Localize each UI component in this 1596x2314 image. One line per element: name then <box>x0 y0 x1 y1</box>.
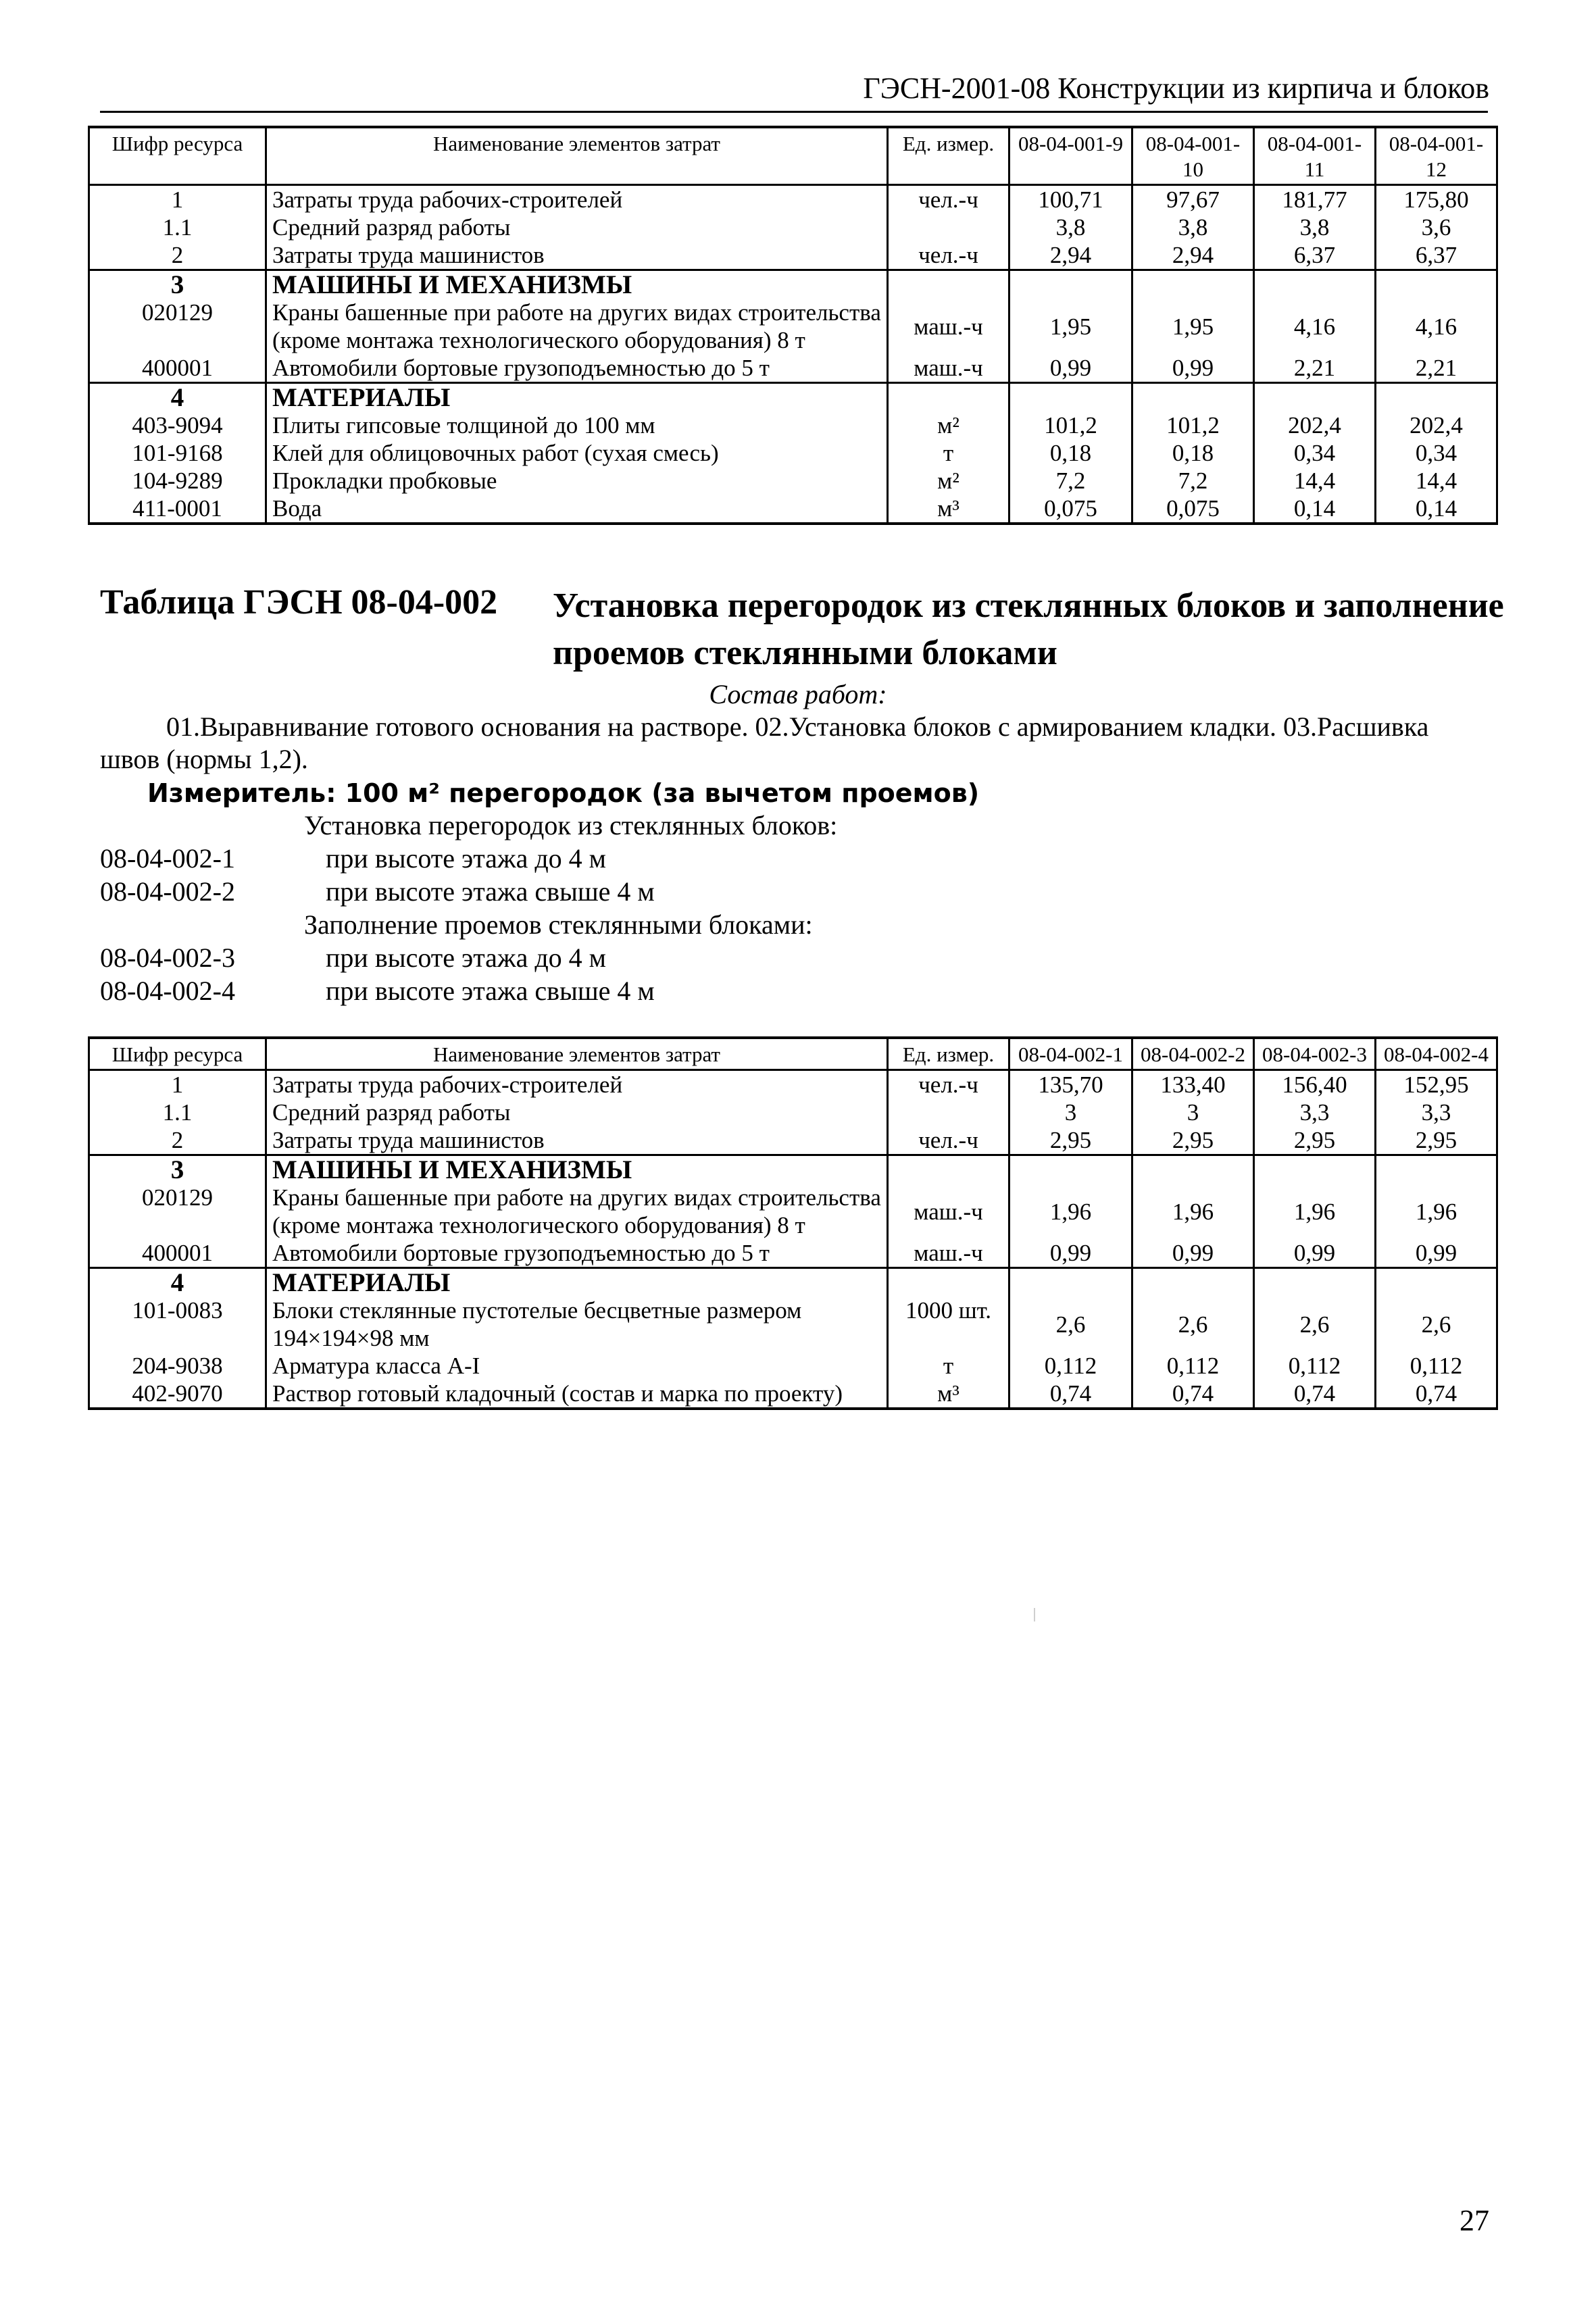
col-header-norm: 08-04-001-11 <box>1254 127 1376 185</box>
table-row <box>89 1184 1497 1239</box>
cell-value: 3 <box>1132 1099 1254 1126</box>
cell-name: Затраты труда машинистов <box>266 241 888 270</box>
table-row <box>89 354 1497 383</box>
cell-value: 2,95 <box>1009 1126 1132 1155</box>
cell-value <box>1132 270 1254 299</box>
cell-value: 2,6 <box>1009 1297 1132 1352</box>
cell-code: 101-0083 <box>89 1297 266 1352</box>
cell-value <box>1376 1268 1497 1297</box>
cell-unit: м² <box>888 467 1009 495</box>
cell-value <box>1376 270 1497 299</box>
cell-value <box>1009 1155 1132 1184</box>
cell-unit: т <box>888 439 1009 467</box>
cell-name: Затраты труда рабочих-строителей <box>266 1070 888 1099</box>
table-row <box>89 185 1497 214</box>
cell-unit <box>888 270 1009 299</box>
cell-value: 202,4 <box>1376 411 1497 439</box>
cell-value: 202,4 <box>1254 411 1376 439</box>
cell-value: 0,14 <box>1376 495 1497 524</box>
table-row-section <box>89 1268 1497 1297</box>
norm-group-title: Установка перегородок из стеклянных блоков: <box>304 810 838 840</box>
cell-code: 3 <box>89 1155 266 1184</box>
cell-value <box>1132 1268 1254 1297</box>
cell-value: 0,112 <box>1132 1352 1254 1380</box>
cell-value: 2,94 <box>1132 241 1254 270</box>
cell-value: 0,18 <box>1132 439 1254 467</box>
table-header-row <box>89 1038 1497 1070</box>
cell-unit: чел.-ч <box>888 241 1009 270</box>
work-composition-title: Состав работ: <box>709 679 887 709</box>
cell-value: 2,6 <box>1376 1297 1497 1352</box>
norm-description: при высоте этажа до 4 м <box>326 843 606 874</box>
cell-unit <box>888 1155 1009 1184</box>
measurer-line: Измеритель: 100 м² перегородок (за вычетом проемов) <box>147 778 980 808</box>
cell-code: 400001 <box>89 1239 266 1268</box>
cell-value: 0,74 <box>1376 1380 1497 1409</box>
work-composition-text: 01.Выравнивание готового основания на растворе. 02.Установка блоков с армированием кладки. 03.Расшивка швов (нормы 1,2). <box>100 711 1429 774</box>
cell-value <box>1376 1155 1497 1184</box>
cell-value: 1,96 <box>1132 1184 1254 1239</box>
cell-value: 4,16 <box>1376 299 1497 354</box>
cell-unit: м³ <box>888 1380 1009 1409</box>
cell-code: 020129 <box>89 1184 266 1239</box>
col-header-norm: 08-04-002-2 <box>1132 1038 1254 1070</box>
norm-description: при высоте этажа до 4 м <box>326 942 606 973</box>
cell-name: Автомобили бортовые грузоподъемностью до 5 т <box>266 1239 888 1268</box>
col-header-unit: Ед. измер. <box>888 1038 1009 1070</box>
cell-value: 0,34 <box>1376 439 1497 467</box>
cell-value: 0,99 <box>1009 1239 1132 1268</box>
cell-value: 1,95 <box>1009 299 1132 354</box>
cell-value: 0,112 <box>1254 1352 1376 1380</box>
cell-value: 101,2 <box>1009 411 1132 439</box>
cell-name: Раствор готовый кладочный (состав и марка по проекту) <box>266 1380 888 1409</box>
col-header-norm: 08-04-001-12 <box>1376 127 1497 185</box>
table-heading: Установка перегородок из стеклянных блоков и заполнение проемов стеклянными блоками <box>553 586 1504 672</box>
cell-value: 100,71 <box>1009 185 1132 214</box>
cell-unit <box>888 1268 1009 1297</box>
cell-value: 0,075 <box>1132 495 1254 524</box>
cell-value: 0,112 <box>1009 1352 1132 1380</box>
cell-value: 1,96 <box>1009 1184 1132 1239</box>
cell-value: 3,8 <box>1254 213 1376 241</box>
cell-code: 1.1 <box>89 213 266 241</box>
cell-name: Арматура класса А-I <box>266 1352 888 1380</box>
cell-name: Краны башенные при работе на других видах строительства (кроме монтажа технологического оборудования) 8 т <box>266 1184 888 1239</box>
cell-value: 3,3 <box>1376 1099 1497 1126</box>
cell-name: Прокладки пробковые <box>266 467 888 495</box>
cell-value: 2,6 <box>1132 1297 1254 1352</box>
cell-code: 400001 <box>89 354 266 383</box>
cell-name: Средний разряд работы <box>266 213 888 241</box>
col-header-name: Наименование элементов затрат <box>266 1038 888 1070</box>
cell-value: 1,96 <box>1254 1184 1376 1239</box>
cell-value <box>1009 270 1132 299</box>
norm-code: 08-04-002-4 <box>100 976 235 1006</box>
cell-value: 0,14 <box>1254 495 1376 524</box>
section-heading: МАТЕРИАЛЫ <box>266 1268 888 1297</box>
table-row <box>89 1352 1497 1380</box>
table-row <box>89 1099 1497 1126</box>
cell-value: 0,34 <box>1254 439 1376 467</box>
cell-unit: маш.-ч <box>888 1239 1009 1268</box>
cell-value: 7,2 <box>1132 467 1254 495</box>
cell-value <box>1009 1268 1132 1297</box>
cell-value: 3,8 <box>1132 213 1254 241</box>
cell-value: 2,21 <box>1254 354 1376 383</box>
cell-code: 4 <box>89 1268 266 1297</box>
cell-name: Плиты гипсовые толщиной до 100 мм <box>266 411 888 439</box>
table-row <box>89 1070 1497 1099</box>
col-header-norm: 08-04-002-1 <box>1009 1038 1132 1070</box>
cell-value: 3,3 <box>1254 1099 1376 1126</box>
col-header-norm: 08-04-001-9 <box>1009 127 1132 185</box>
cell-value: 175,80 <box>1376 185 1497 214</box>
cell-value: 0,112 <box>1376 1352 1497 1380</box>
cell-name: Затраты труда рабочих-строителей <box>266 185 888 214</box>
cell-unit: м² <box>888 411 1009 439</box>
resource-table-2 <box>88 1036 1498 1410</box>
cell-value: 0,99 <box>1376 1239 1497 1268</box>
table-row-section <box>89 270 1497 299</box>
section-heading: МАТЕРИАЛЫ <box>266 383 888 412</box>
col-header-norm: 08-04-001-10 <box>1132 127 1254 185</box>
cell-unit: маш.-ч <box>888 299 1009 354</box>
cell-code: 2 <box>89 241 266 270</box>
table-row <box>89 1297 1497 1352</box>
cell-value: 1,96 <box>1376 1184 1497 1239</box>
norm-description: при высоте этажа свыше 4 м <box>326 876 655 907</box>
cell-value: 7,2 <box>1009 467 1132 495</box>
cell-code: 1 <box>89 185 266 214</box>
table-row <box>89 241 1497 270</box>
norm-group-title: Заполнение проемов стеклянными блоками: <box>304 909 813 940</box>
cell-code: 104-9289 <box>89 467 266 495</box>
cell-value <box>1009 383 1132 412</box>
cell-value: 14,4 <box>1376 467 1497 495</box>
section-heading: МАШИНЫ И МЕХАНИЗМЫ <box>266 270 888 299</box>
table-row <box>89 411 1497 439</box>
table-row <box>89 439 1497 467</box>
cell-value: 0,99 <box>1254 1239 1376 1268</box>
cell-value: 3 <box>1009 1099 1132 1126</box>
cell-unit: чел.-ч <box>888 1126 1009 1155</box>
cell-unit: чел.-ч <box>888 185 1009 214</box>
cell-value: 0,74 <box>1132 1380 1254 1409</box>
cell-value: 2,95 <box>1376 1126 1497 1155</box>
cell-unit: маш.-ч <box>888 1184 1009 1239</box>
col-header-code: Шифр ресурса <box>89 127 266 185</box>
col-header-name: Наименование элементов затрат <box>266 127 888 185</box>
scan-speck <box>1034 1608 1035 1621</box>
col-header-unit: Ед. измер. <box>888 127 1009 185</box>
cell-value <box>1376 383 1497 412</box>
cell-name: Клей для облицовочных работ (сухая смесь) <box>266 439 888 467</box>
col-header-norm: 08-04-002-4 <box>1376 1038 1497 1070</box>
cell-value <box>1254 1155 1376 1184</box>
cell-value: 0,74 <box>1254 1380 1376 1409</box>
cell-value: 97,67 <box>1132 185 1254 214</box>
col-header-code: Шифр ресурса <box>89 1038 266 1070</box>
cell-name: Автомобили бортовые грузоподъемностью до 5 т <box>266 354 888 383</box>
page-number: 27 <box>1460 2204 1489 2237</box>
cell-value <box>1132 383 1254 412</box>
table-row <box>89 299 1497 354</box>
cell-name: Средний разряд работы <box>266 1099 888 1126</box>
cell-value: 3,8 <box>1009 213 1132 241</box>
cell-value: 3,6 <box>1376 213 1497 241</box>
cell-code: 411-0001 <box>89 495 266 524</box>
header-rule <box>100 111 1488 113</box>
cell-code: 1 <box>89 1070 266 1099</box>
cell-value: 133,40 <box>1132 1070 1254 1099</box>
cell-unit: маш.-ч <box>888 354 1009 383</box>
cell-name: Краны башенные при работе на других видах строительства (кроме монтажа технологического оборудования) 8 т <box>266 299 888 354</box>
cell-value: 1,95 <box>1132 299 1254 354</box>
cell-value: 0,075 <box>1009 495 1132 524</box>
cell-value: 2,95 <box>1254 1126 1376 1155</box>
cell-value <box>1254 1268 1376 1297</box>
table-row <box>89 213 1497 241</box>
cell-unit <box>888 1099 1009 1126</box>
cell-value: 2,94 <box>1009 241 1132 270</box>
cell-unit <box>888 383 1009 412</box>
col-header-norm: 08-04-002-3 <box>1254 1038 1376 1070</box>
cell-value: 2,95 <box>1132 1126 1254 1155</box>
cell-code: 1.1 <box>89 1099 266 1126</box>
table-row <box>89 1126 1497 1155</box>
cell-value: 6,37 <box>1376 241 1497 270</box>
cell-value <box>1254 270 1376 299</box>
cell-value: 4,16 <box>1254 299 1376 354</box>
cell-value: 0,99 <box>1009 354 1132 383</box>
norm-code: 08-04-002-2 <box>100 876 235 907</box>
cell-name: Вода <box>266 495 888 524</box>
cell-value: 156,40 <box>1254 1070 1376 1099</box>
cell-code: 3 <box>89 270 266 299</box>
table-row <box>89 467 1497 495</box>
norm-code: 08-04-002-3 <box>100 942 235 973</box>
cell-unit: м³ <box>888 495 1009 524</box>
cell-unit <box>888 213 1009 241</box>
section-heading: МАШИНЫ И МЕХАНИЗМЫ <box>266 1155 888 1184</box>
table-row-section <box>89 383 1497 412</box>
cell-name: Блоки стеклянные пустотелые бесцветные размером 194×194×98 мм <box>266 1297 888 1352</box>
cell-value: 101,2 <box>1132 411 1254 439</box>
norm-code: 08-04-002-1 <box>100 843 235 874</box>
page-header-title: ГЭСН-2001-08 Конструкции из кирпича и блоков <box>863 72 1489 105</box>
cell-value: 0,99 <box>1132 1239 1254 1268</box>
cell-value: 6,37 <box>1254 241 1376 270</box>
cell-code: 4 <box>89 383 266 412</box>
cell-code: 204-9038 <box>89 1352 266 1380</box>
cell-unit: 1000 шт. <box>888 1297 1009 1352</box>
cell-value: 2,6 <box>1254 1297 1376 1352</box>
cell-unit: т <box>888 1352 1009 1380</box>
table-row-section <box>89 1155 1497 1184</box>
cell-unit: чел.-ч <box>888 1070 1009 1099</box>
table-header-row <box>89 127 1497 185</box>
cell-value <box>1132 1155 1254 1184</box>
cell-code: 020129 <box>89 299 266 354</box>
resource-table-1 <box>88 126 1498 525</box>
cell-value: 0,99 <box>1132 354 1254 383</box>
table-label: Таблица ГЭСН 08-04-002 <box>100 583 498 622</box>
cell-code: 101-9168 <box>89 439 266 467</box>
cell-value <box>1254 383 1376 412</box>
cell-code: 403-9094 <box>89 411 266 439</box>
table-row <box>89 495 1497 524</box>
norm-description: при высоте этажа свыше 4 м <box>326 976 655 1006</box>
cell-value: 2,21 <box>1376 354 1497 383</box>
cell-value: 135,70 <box>1009 1070 1132 1099</box>
cell-value: 0,18 <box>1009 439 1132 467</box>
cell-value: 152,95 <box>1376 1070 1497 1099</box>
cell-code: 402-9070 <box>89 1380 266 1409</box>
table-row <box>89 1380 1497 1409</box>
cell-value: 181,77 <box>1254 185 1376 214</box>
cell-value: 0,74 <box>1009 1380 1132 1409</box>
cell-value: 14,4 <box>1254 467 1376 495</box>
cell-code: 2 <box>89 1126 266 1155</box>
table-row <box>89 1239 1497 1268</box>
cell-name: Затраты труда машинистов <box>266 1126 888 1155</box>
